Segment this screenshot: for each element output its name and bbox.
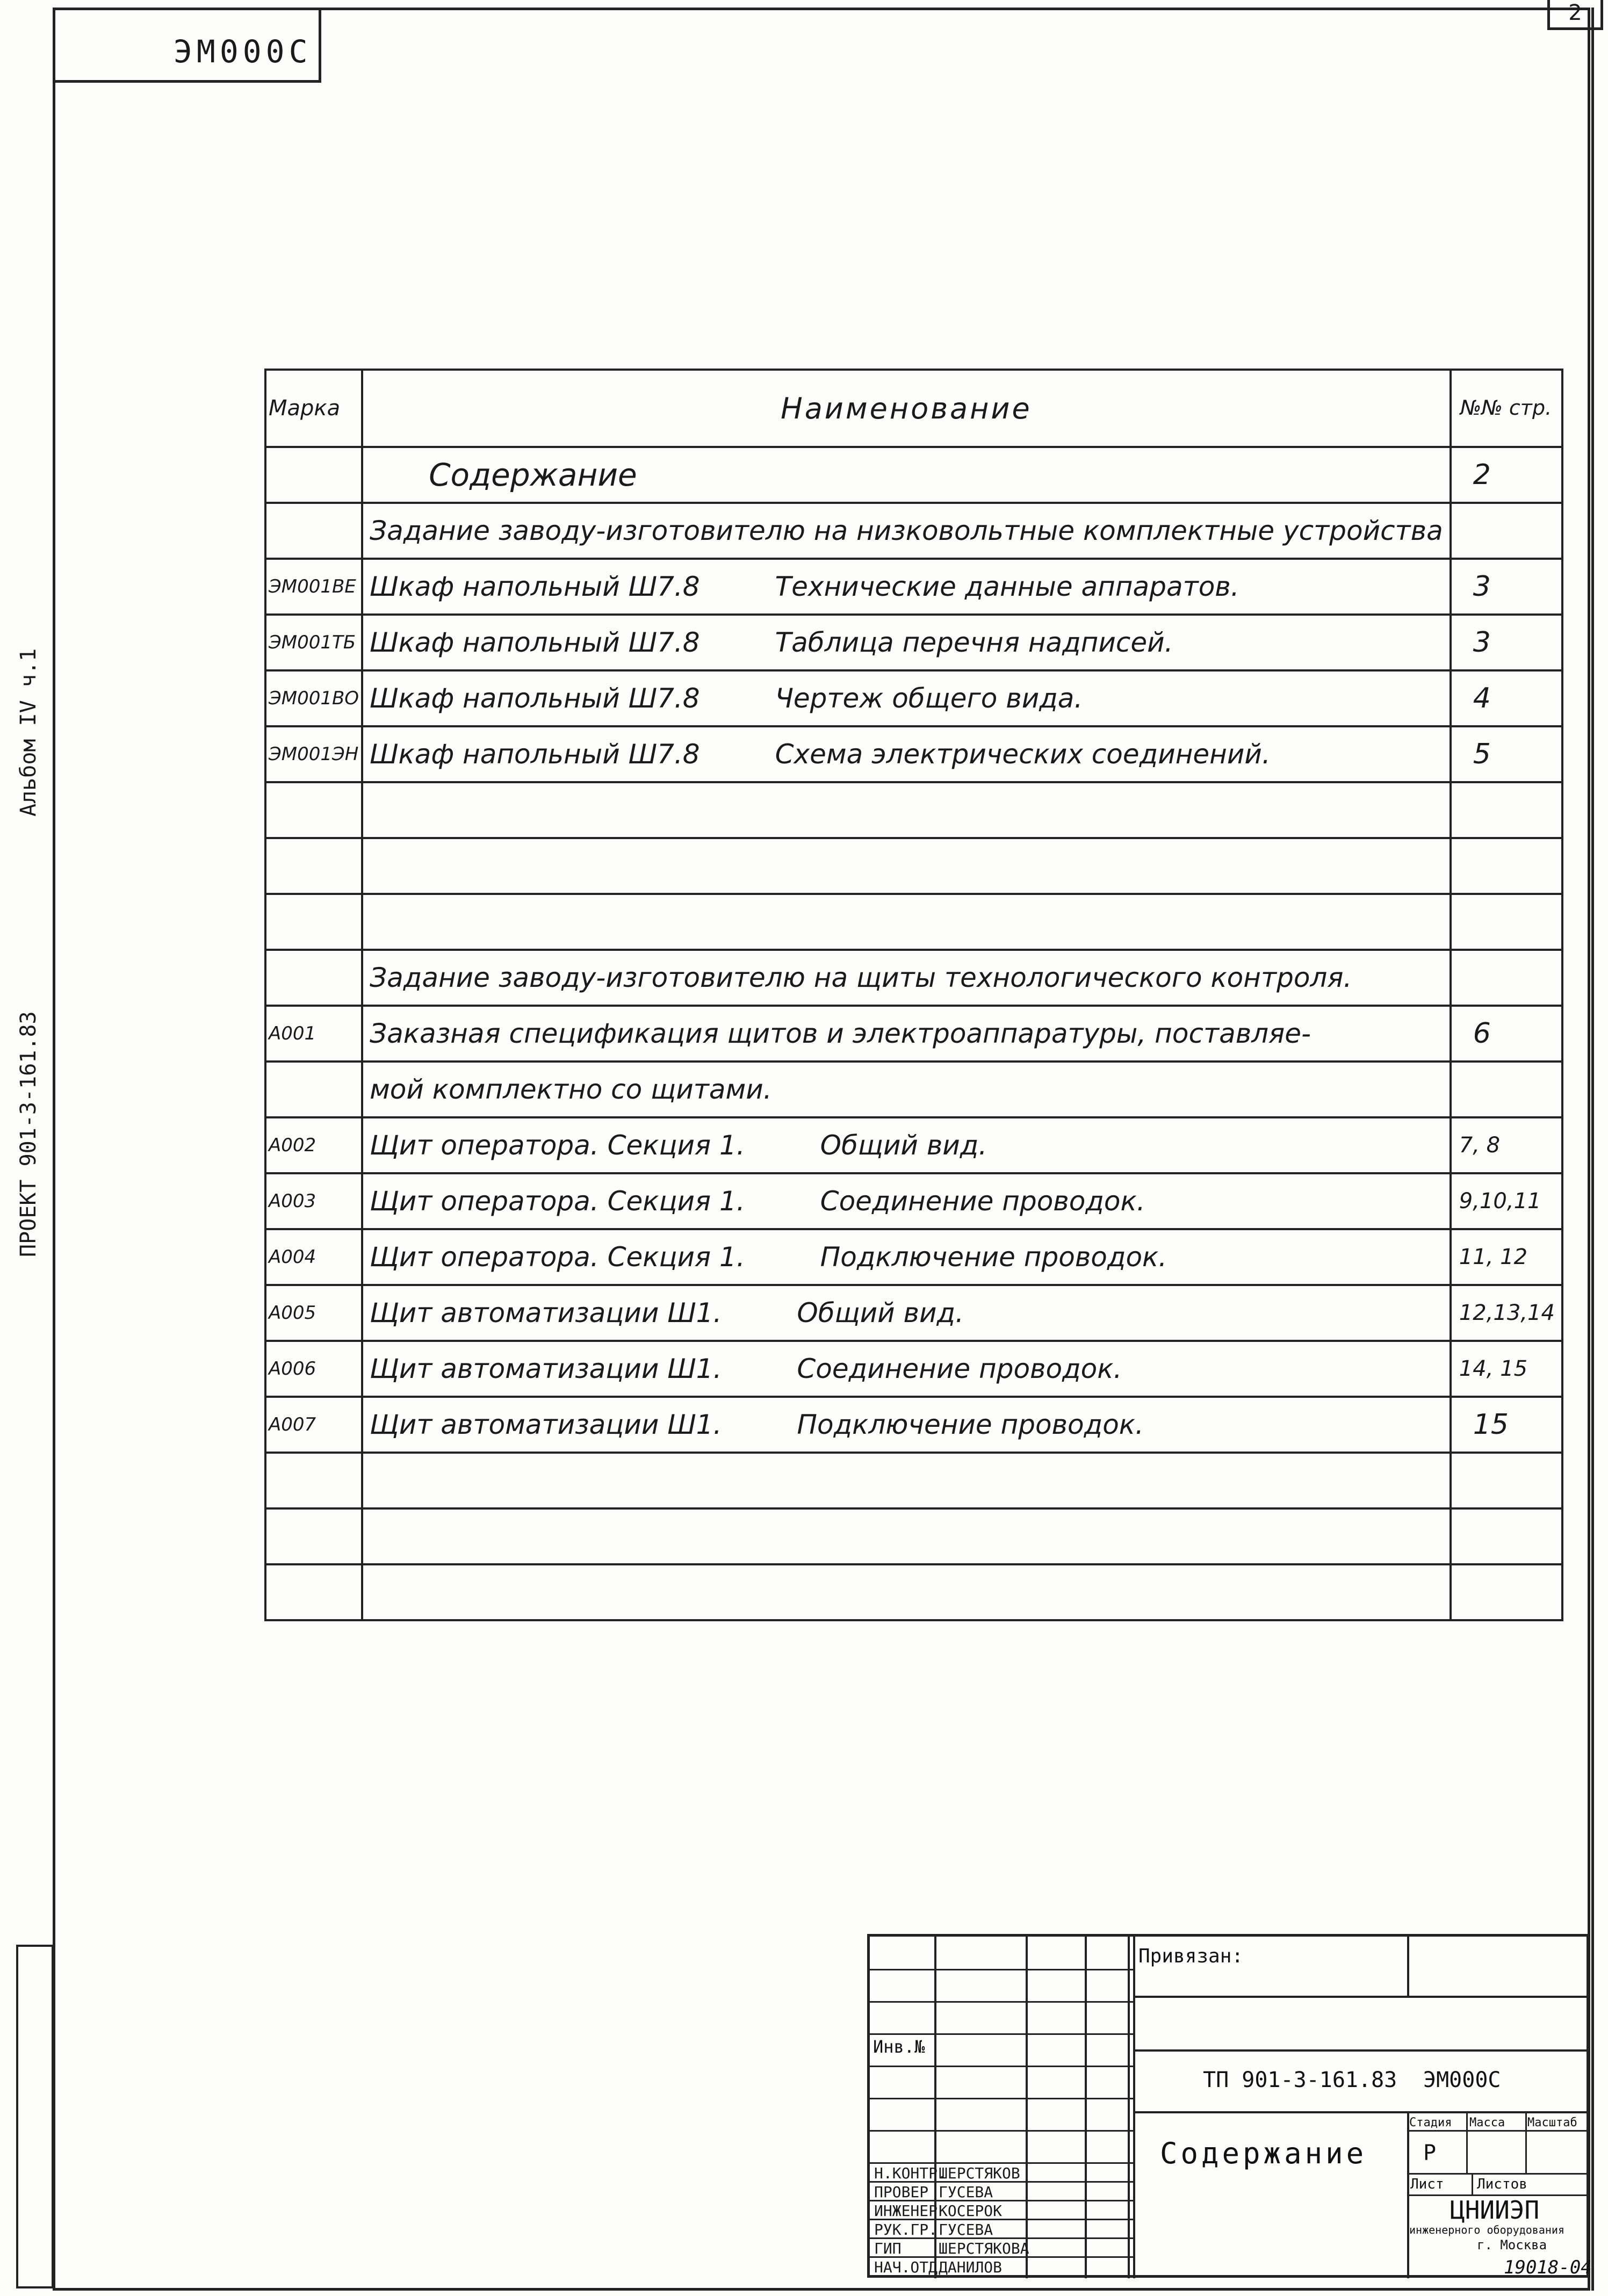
row-name: Задание заводу-изготовителю на низковольтные комплектные устройства xyxy=(370,515,1443,546)
signature-name: КОСЕРОК xyxy=(939,2202,1003,2220)
row-mark: А004 xyxy=(265,1229,362,1285)
table-row xyxy=(265,503,1562,559)
table-row xyxy=(265,447,1562,503)
table-row xyxy=(265,1453,1562,1508)
table-row xyxy=(265,1508,1562,1564)
row-name-cell xyxy=(362,1006,1451,1062)
signature-role: ГИП xyxy=(874,2240,902,2257)
signature-role: НАЧ.ОТД xyxy=(874,2258,938,2276)
row-mark xyxy=(265,950,362,1006)
row-mark: ЭМ001ЭН xyxy=(265,726,362,782)
row-pages xyxy=(1451,1508,1562,1564)
row-description: Технические данные аппаратов. xyxy=(775,571,1239,602)
row-pages xyxy=(1451,782,1562,838)
doc-mark: ЭМ000С xyxy=(1423,2068,1501,2092)
row-name: мой комплектно со щитами. xyxy=(370,1074,772,1105)
table-row xyxy=(265,1285,1562,1341)
row-name: Щит автоматизации Ш1. xyxy=(370,1297,722,1328)
row-pages: 11, 12 xyxy=(1451,1229,1562,1285)
privyazan-label: Привязан: xyxy=(1138,1945,1244,1967)
row-pages: 7, 8 xyxy=(1451,1117,1562,1173)
row-description: Общий вид. xyxy=(797,1297,964,1328)
row-description: Соединение проводок. xyxy=(797,1353,1122,1384)
row-name-cell xyxy=(362,1173,1451,1229)
row-pages: 9,10,11 xyxy=(1451,1173,1562,1229)
sheet-number: 2 xyxy=(1547,0,1603,30)
signature-name: ГУСЕВА xyxy=(939,2221,993,2239)
signature-role: РУК.ГР. xyxy=(874,2221,938,2239)
row-pages xyxy=(1451,838,1562,894)
row-mark xyxy=(265,447,362,503)
row-mark: ЭМ001ВО xyxy=(265,670,362,726)
row-pages xyxy=(1451,1062,1562,1117)
header-name-label: Наименование xyxy=(781,391,1032,425)
row-mark xyxy=(265,1453,362,1508)
stamp-top-left xyxy=(53,8,321,83)
row-mark: ЭМ001ТБ xyxy=(265,615,362,670)
table-row xyxy=(265,838,1562,894)
title-block xyxy=(867,1934,1592,2278)
row-mark: А005 xyxy=(265,1285,362,1341)
table-row xyxy=(265,1062,1562,1117)
sheet-title: Содержание xyxy=(1160,2136,1367,2170)
signature-role: Н.КОНТР. xyxy=(874,2164,947,2182)
row-name: Шкаф напольный Ш7.8 xyxy=(370,627,700,658)
row-name: Содержание xyxy=(429,457,637,493)
stage-value: Р xyxy=(1423,2141,1437,2165)
row-mark: А007 xyxy=(265,1397,362,1453)
row-name-cell xyxy=(362,559,1451,615)
row-name: Шкаф напольный Ш7.8 xyxy=(370,571,700,602)
row-mark xyxy=(265,1062,362,1117)
row-name-cell xyxy=(362,782,1451,838)
table-row xyxy=(265,1564,1562,1620)
row-description: Подключение проводок. xyxy=(820,1241,1167,1273)
row-name-cell xyxy=(362,1285,1451,1341)
header-name xyxy=(362,370,1451,447)
inv-no-label: Инв.№ xyxy=(873,2037,925,2057)
row-name: Щит автоматизации Ш1. xyxy=(370,1353,722,1384)
signature-role: ПРОВЕР xyxy=(874,2183,929,2201)
row-name-cell xyxy=(362,1062,1451,1117)
row-mark: А002 xyxy=(265,1117,362,1173)
row-pages: 6 xyxy=(1451,1006,1562,1062)
row-name-cell xyxy=(362,1453,1451,1508)
row-name-cell xyxy=(362,503,1451,559)
row-name: Щит оператора. Секция 1. xyxy=(370,1186,745,1217)
row-pages: 15 xyxy=(1451,1397,1562,1453)
signature-name: ШЕРСТЯКОВ xyxy=(939,2164,1020,2182)
row-description: Соединение проводок. xyxy=(820,1186,1145,1217)
row-pages xyxy=(1451,950,1562,1006)
row-mark xyxy=(265,838,362,894)
row-name-cell xyxy=(362,1341,1451,1397)
row-pages: 3 xyxy=(1451,559,1562,615)
row-mark xyxy=(265,782,362,838)
table-row xyxy=(265,1006,1562,1062)
row-name-cell xyxy=(362,670,1451,726)
row-description: Схема электрических соединений. xyxy=(775,739,1271,770)
row-mark: А001 xyxy=(265,1006,362,1062)
row-name: Шкаф напольный Ш7.8 xyxy=(370,683,700,714)
stamp-code: ЭМ000С xyxy=(174,33,312,70)
stage-label: Стадия xyxy=(1409,2116,1452,2129)
scale-label: Масштаб xyxy=(1527,2116,1577,2129)
doc-code: ТП 901-3-161.83 xyxy=(1203,2068,1397,2092)
row-name-cell xyxy=(362,1397,1451,1453)
row-pages: 5 xyxy=(1451,726,1562,782)
header-pages: №№ стр. xyxy=(1451,370,1562,447)
row-mark xyxy=(265,503,362,559)
org-city: г. Москва xyxy=(1477,2237,1547,2252)
row-description: Таблица перечня надписей. xyxy=(775,627,1173,658)
row-mark: А006 xyxy=(265,1341,362,1397)
row-pages: 14, 15 xyxy=(1451,1341,1562,1397)
row-pages xyxy=(1451,894,1562,950)
row-name-cell xyxy=(362,615,1451,670)
side-label-project: ПРОЕКТ 901-3-161.83 xyxy=(16,1011,41,1257)
row-name-cell xyxy=(362,838,1451,894)
table-row xyxy=(265,1397,1562,1453)
table-row xyxy=(265,1117,1562,1173)
row-pages: 12,13,14 xyxy=(1451,1285,1562,1341)
row-name-cell xyxy=(362,894,1451,950)
signature-name: ШЕРСТЯКОВА xyxy=(939,2240,1029,2257)
row-name-cell xyxy=(362,950,1451,1006)
list-label: Лист xyxy=(1410,2176,1444,2192)
table-row xyxy=(265,670,1562,726)
row-name-cell xyxy=(362,1508,1451,1564)
row-description: Подключение проводок. xyxy=(797,1409,1144,1440)
row-mark: ЭМ001ВЕ xyxy=(265,559,362,615)
row-name: Щит оператора. Секция 1. xyxy=(370,1130,745,1161)
row-pages: 2 xyxy=(1451,447,1562,503)
header-mark: Марка xyxy=(265,370,362,447)
signature-role: ИНЖЕНЕР xyxy=(874,2202,938,2220)
row-description: Общий вид. xyxy=(820,1130,987,1161)
table-row xyxy=(265,726,1562,782)
row-name-cell xyxy=(362,726,1451,782)
order-no: 19018-04 xyxy=(1504,2257,1592,2278)
contents-table xyxy=(264,369,1563,1621)
table-row xyxy=(265,559,1562,615)
table-row xyxy=(265,782,1562,838)
row-name: Щит автоматизации Ш1. xyxy=(370,1409,722,1440)
org-name: ЦНИИЭП xyxy=(1450,2196,1540,2225)
row-mark xyxy=(265,894,362,950)
mass-label: Масса xyxy=(1469,2116,1505,2129)
org-sub: инженерного оборудования xyxy=(1409,2223,1564,2236)
row-name-cell xyxy=(362,1564,1451,1620)
row-mark xyxy=(265,1564,362,1620)
frame-right-edge xyxy=(1591,8,1594,2291)
lists-label: Листов xyxy=(1477,2176,1527,2192)
table-row xyxy=(265,1173,1562,1229)
table-row xyxy=(265,894,1562,950)
row-name: Заказная спецификация щитов и электроаппаратуры, поставляе- xyxy=(370,1018,1311,1049)
row-mark: А003 xyxy=(265,1173,362,1229)
row-pages xyxy=(1451,503,1562,559)
table-row xyxy=(265,1229,1562,1285)
row-name: Щит оператора. Секция 1. xyxy=(370,1241,745,1273)
side-label-album: Альбом IV ч.1 xyxy=(16,648,41,817)
row-name: Шкаф напольный Ш7.8 xyxy=(370,739,700,770)
margin-box xyxy=(16,1945,54,2288)
row-pages: 3 xyxy=(1451,615,1562,670)
table-row xyxy=(265,1341,1562,1397)
row-name-cell xyxy=(362,1117,1451,1173)
signature-name: ГУСЕВА xyxy=(939,2183,993,2201)
row-name-cell xyxy=(362,1229,1451,1285)
row-description: Чертеж общего вида. xyxy=(775,683,1083,714)
row-pages xyxy=(1451,1453,1562,1508)
row-mark xyxy=(265,1508,362,1564)
row-name: Задание заводу-изготовителю на щиты технологического контроля. xyxy=(370,962,1352,993)
row-pages xyxy=(1451,1564,1562,1620)
row-pages: 4 xyxy=(1451,670,1562,726)
table-row xyxy=(265,950,1562,1006)
table-row xyxy=(265,615,1562,670)
signature-name: ДАНИЛОВ xyxy=(939,2258,1003,2276)
table-header xyxy=(265,370,1562,447)
row-name-cell xyxy=(362,447,1451,503)
